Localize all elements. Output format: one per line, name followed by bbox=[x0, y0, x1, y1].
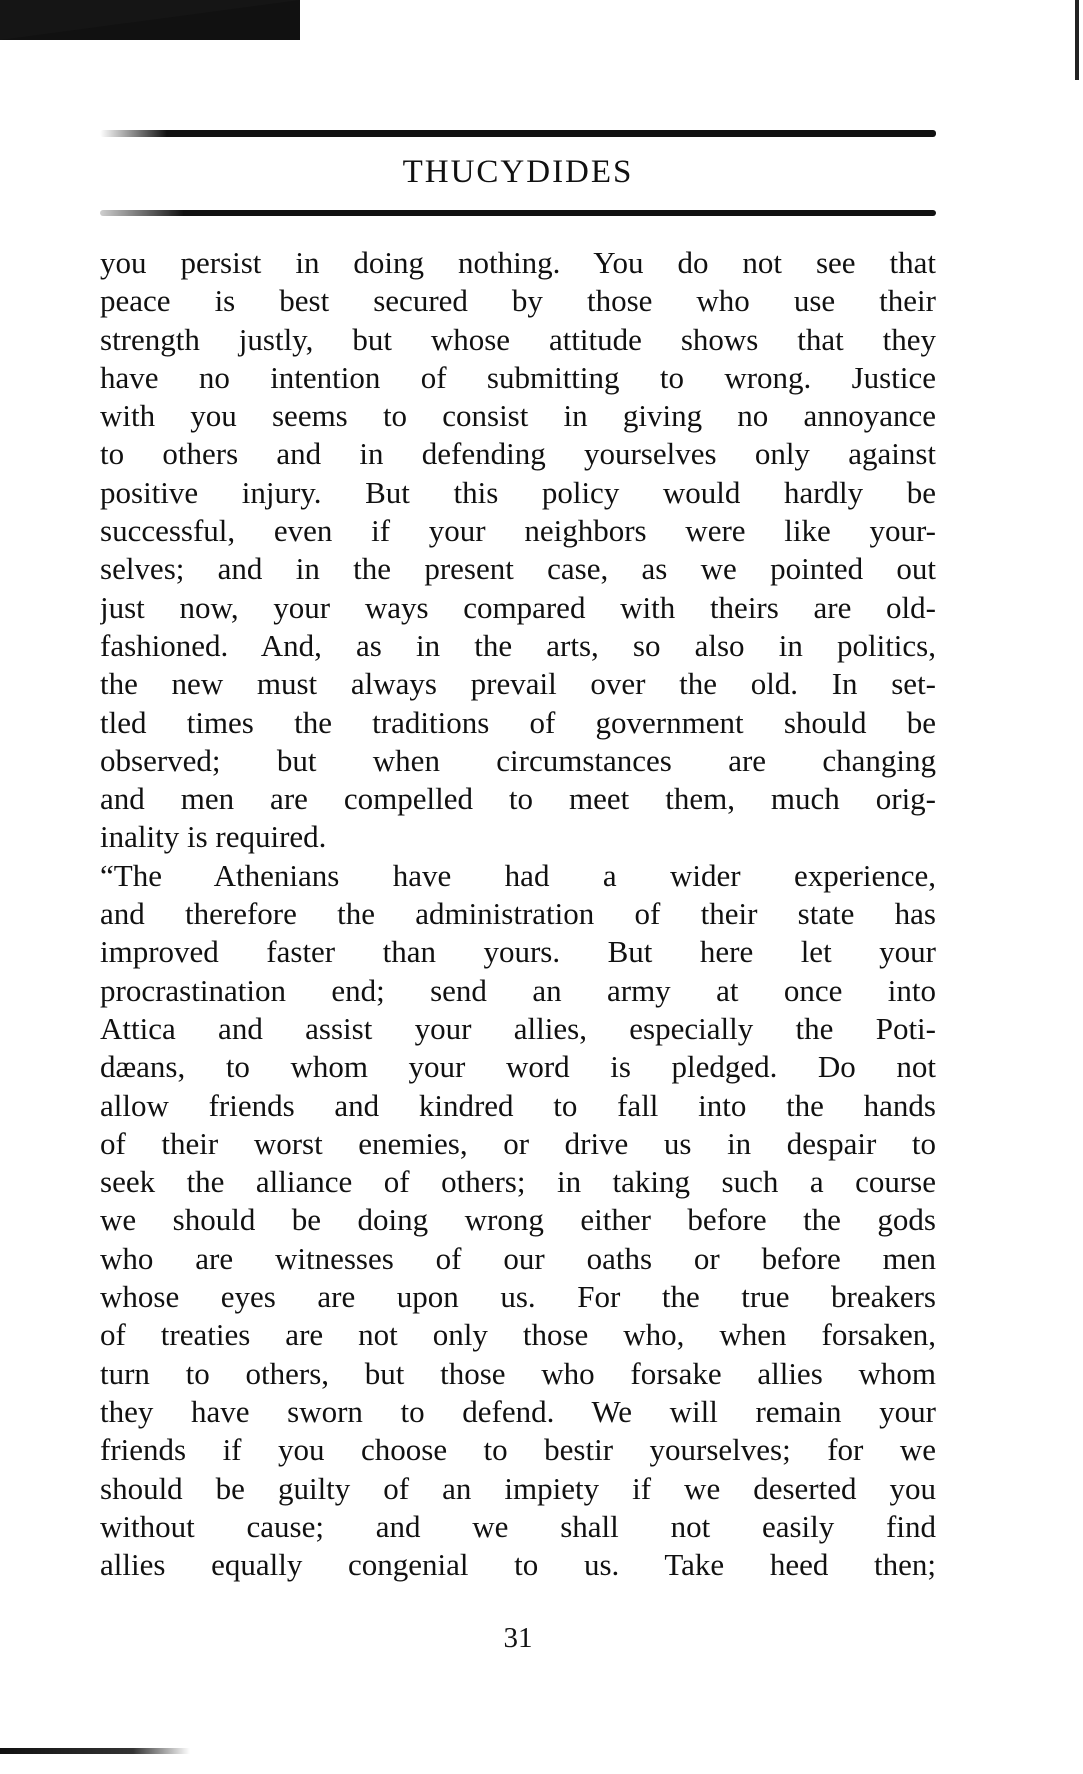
text-line: seek the alliance of others; in taking such a course bbox=[100, 1164, 936, 1200]
text-line: observed; but when circumstances are changing bbox=[100, 742, 936, 778]
text-line: we should be doing wrong either before the gods bbox=[100, 1202, 936, 1238]
text-line: improved faster than yours. But here let your bbox=[100, 934, 936, 970]
text-line-paragraph-start: “The Athenians have had a wider experience, bbox=[100, 857, 936, 893]
text-line: dæans, to whom your word is pledged. Do not bbox=[100, 1049, 936, 1085]
text-line: of treaties are not only those who, when forsaken, bbox=[100, 1317, 936, 1353]
text-line-paragraph-end: inality is required. bbox=[100, 819, 327, 855]
text-line: allies equally congenial to us. Take heed then; bbox=[100, 1547, 936, 1583]
text-line: who are witnesses of our oaths or before men bbox=[100, 1240, 936, 1276]
text-line: and therefore the administration of their state has bbox=[100, 896, 936, 932]
scan-edge-shadow-top-left bbox=[0, 0, 300, 40]
text-line: of their worst enemies, or drive us in despair to bbox=[100, 1125, 936, 1161]
text-line: allow friends and kindred to fall into the hands bbox=[100, 1087, 936, 1123]
text-line: should be guilty of an impiety if we deserted you bbox=[100, 1470, 936, 1506]
text-line: whose eyes are upon us. For the true breakers bbox=[100, 1279, 936, 1315]
text-line: strength justly, but whose attitude shows that they bbox=[100, 321, 936, 357]
text-line: you persist in doing nothing. You do not see that bbox=[100, 245, 936, 280]
header-rule-bottom bbox=[100, 210, 936, 216]
text-line: tled times the traditions of government should be bbox=[100, 704, 936, 740]
text-line: without cause; and we shall not easily find bbox=[100, 1508, 936, 1544]
text-line: positive injury. But this policy would hardly be bbox=[100, 474, 936, 510]
text-line: the new must always prevail over the old. In set- bbox=[100, 666, 936, 702]
text-line: selves; and in the present case, as we pointed out bbox=[100, 551, 936, 587]
text-line: they have sworn to defend. We will remain your bbox=[100, 1393, 936, 1429]
running-head: THUCYDIDES bbox=[402, 154, 634, 190]
text-line: fashioned. And, as in the arts, so also in politics, bbox=[100, 627, 936, 663]
text-line: and men are compelled to meet them, much orig- bbox=[100, 781, 936, 817]
body-text bbox=[100, 244, 936, 1584]
text-line: have no intention of submitting to wrong. Justice bbox=[100, 359, 936, 395]
text-line: peace is best secured by those who use their bbox=[100, 283, 936, 319]
text-line: procrastination end; send an army at once into bbox=[100, 972, 936, 1008]
text-line: friends if you choose to bestir yourselves; for we bbox=[100, 1432, 936, 1468]
header-rule-top bbox=[100, 130, 936, 137]
page-number: 31 bbox=[503, 1622, 533, 1654]
text-line: Attica and assist your allies, especially the Poti- bbox=[100, 1010, 936, 1046]
scan-edge-shadow-right bbox=[1075, 0, 1079, 80]
text-line: successful, even if your neighbors were like your- bbox=[100, 513, 936, 549]
text-line: just now, your ways compared with theirs are old- bbox=[100, 589, 936, 625]
scan-edge-shadow-bottom bbox=[0, 1748, 190, 1754]
text-line: turn to others, but those who forsake allies whom bbox=[100, 1355, 936, 1391]
text-line: with you seems to consist in giving no annoyance bbox=[100, 398, 936, 434]
text-line: to others and in defending yourselves only against bbox=[100, 436, 936, 472]
